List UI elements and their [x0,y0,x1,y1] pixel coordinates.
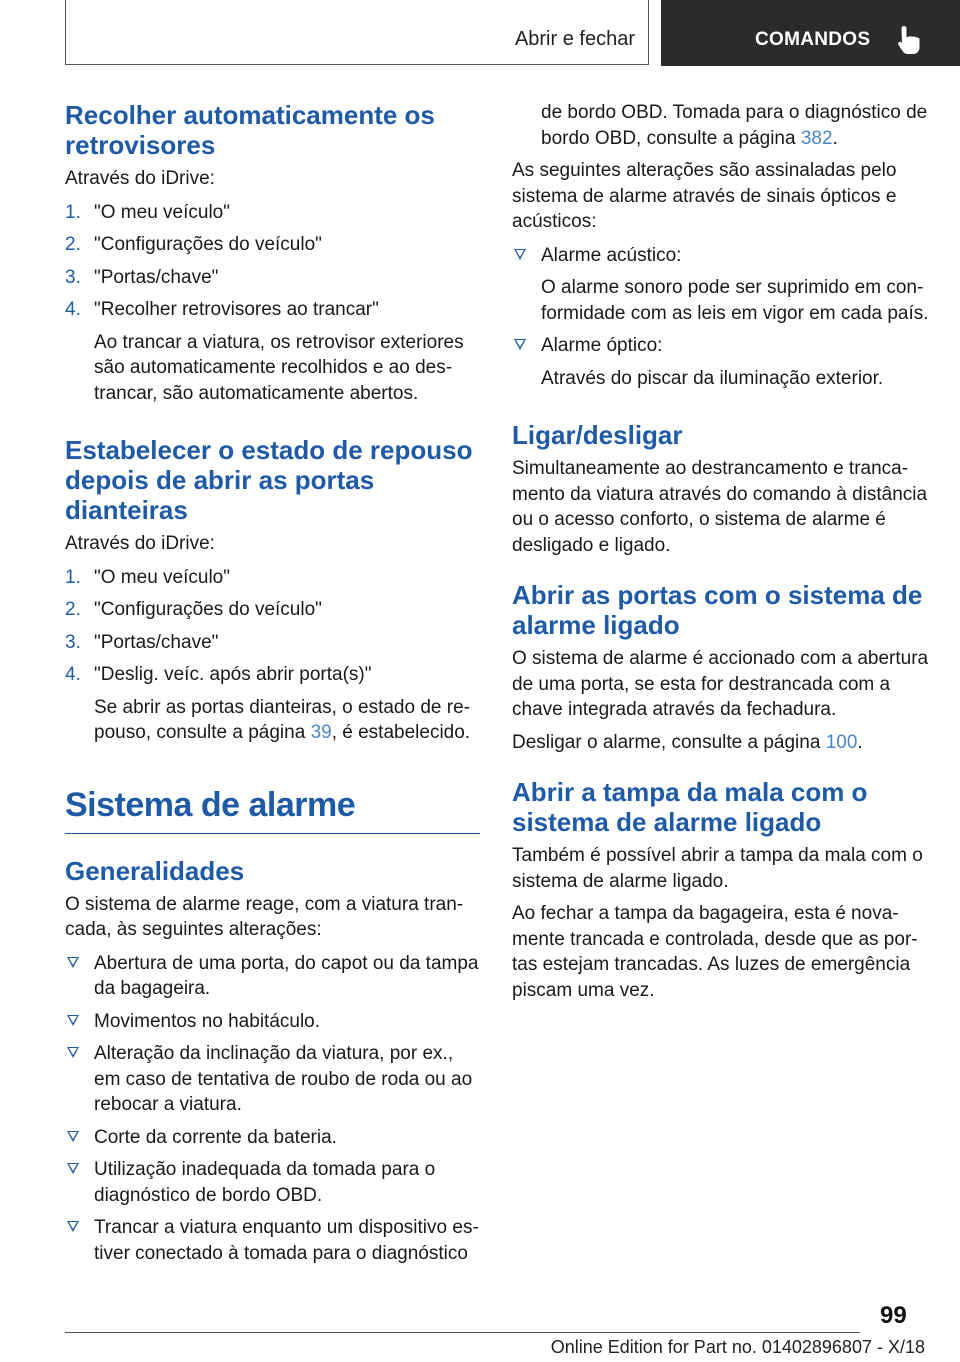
step-number: 3. [65,266,81,288]
step-number: 1. [65,566,81,588]
triangle-bullet-icon [67,1047,79,1058]
continued-text: de bordo OBD. Tomada para o diagnóstico de bordo OBD, consulte a página 382. [541,102,928,149]
list-item: Movimentos no habitáculo. [65,1009,480,1035]
list-item: Alteração da inclinação da viatura, por ex., em caso de tentativa de roubo de roda ou ao rebocar a viatura. [65,1041,480,1118]
step-number: 3. [65,631,81,653]
section-intro: Através do iDrive: [65,533,215,554]
section-intro: Através do iDrive: [65,168,215,189]
step-text: "Deslig. veíc. após abrir porta(s)" [94,664,372,685]
step-text: "Portas/chave" [94,631,219,653]
bullet-list [65,951,480,1267]
step-note: Se abrir as portas dianteiras, o estado de repouso, consulte a página 39, é estabelecido. [94,696,471,743]
page-number: 99 [880,1302,907,1329]
triangle-bullet-icon [67,1221,79,1232]
signal-intro: As seguintes alterações são assinaladas pelo sistema de alarme através de sinais ópticos e acústicos: [512,160,897,232]
list-item [65,297,480,406]
triangle-bullet-icon [67,1131,79,1142]
bullet-note: O alarme sonoro pode ser suprimido em conformidade com as leis em vigor em cada país. [541,277,929,324]
triangle-bullet-icon [67,957,79,968]
header-section-title: Abrir e fechar [514,28,635,50]
list-item: Abertura de uma porta, do capot ou da tampa da bagageira. [65,951,480,1002]
list-item [65,630,480,656]
list-item [65,232,480,258]
triangle-bullet-icon [514,249,526,260]
section-text: Ao fechar a tampa da bagageira, esta é novamente trancada e controlada, desde que as portas estejam trancadas. As luzes de emergência piscam uma vez. [512,903,918,1001]
header-rule-divider [648,0,649,64]
section-title-ligar-desligar: Ligar/desligar [512,420,683,450]
section-intro: O sistema de alarme reage, com a viatura trancada, às seguintes alterações: [65,893,464,940]
list-item [65,200,480,226]
bullet-list [512,243,930,392]
step-text: "Portas/chave" [94,266,219,288]
page-link-382[interactable]: 382 [800,127,833,149]
step-number: 2. [65,599,81,620]
steps-list [65,200,480,407]
right-column [512,100,930,1003]
step-text: "O meu veículo" [94,201,230,223]
bullet-note: Através do piscar da iluminação exterior. [541,367,884,389]
list-item: Utilização inadequada da tomada para o diagnóstico de bordo OBD. [65,1157,480,1208]
list-item: Corte da corrente da bateria. [65,1125,480,1151]
steps-list [65,565,480,746]
section-title-abrir-tampa: Abrir a tampa da mala com o sistema de alarme ligado [512,777,868,837]
list-item [65,565,480,591]
section-title-abrir-portas: Abrir as portas com o sistema de alarme ligado [512,580,923,640]
list-item: Alarme acústico: O alarme sonoro pode ser suprimido em conformidade com as leis em vigor em cada país. [512,243,930,327]
triangle-bullet-icon [67,1015,79,1026]
step-number: 2. [65,234,81,255]
header-chapter-tab [661,0,960,66]
list-item: Trancar a viatura enquanto um dispositivo estiver conectado à tomada para o diagnóstico [65,1215,480,1266]
section-title-retrovisores: Recolher automaticamente os retrovisores [65,100,435,160]
list-item [65,265,480,291]
header-rule-bottom [65,64,649,65]
step-text: "Recolher retrovisores ao trancar" [94,299,379,320]
step-text: "Configurações do veículo" [94,234,322,255]
footer-rule [65,1332,860,1333]
step-number: 4. [65,299,81,320]
section-text: Simultaneamente ao destrancamento e trancamento da viatura através do comando à distância ou o acesso conforto, o sistema de alarme é desligado e ligado. [512,458,928,556]
section-title-estado-repouso: Estabelecer o estado de repouso depois de abrir as portas dianteiras [65,435,473,525]
step-number: 1. [65,201,81,223]
list-item: Alarme óptico: Através do piscar da iluminação exterior. [512,333,930,391]
page-link-39[interactable]: 39 [310,722,332,743]
triangle-bullet-icon [514,339,526,350]
header-chapter-label: COMANDOS [755,29,871,50]
section-title-generalidades: Generalidades [65,855,245,886]
section-text: Também é possível abrir a tampa da mala com o sistema de alarme ligado. [512,845,923,892]
triangle-bullet-icon [67,1163,79,1174]
step-text: "O meu veículo" [94,566,230,588]
list-item [65,597,480,623]
header-rule-left [65,0,66,64]
footer-edition: Online Edition for Part no. 01402896807 - X/18 [550,1337,925,1357]
left-column [65,100,480,1273]
step-number: 4. [65,664,81,685]
page-link-100[interactable]: 100 [825,731,858,753]
section-text: Desligar o alarme, consulte a página 100. [512,731,863,753]
list-item [65,662,480,746]
chapter-title-sistema-alarme: Sistema de alarme [65,785,480,834]
step-note: Ao trancar a viatura, os retrovisor exteriores são automaticamente recolhidos e ao destrancar, são automaticamente abertos. [94,331,464,404]
section-text: O sistema de alarme é accionado com a abertura de uma porta, se esta for destrancada com a chave integrada através da fechadura. [512,648,929,720]
step-text: "Configurações do veículo" [94,599,322,620]
pointing-hand-icon [895,24,923,56]
